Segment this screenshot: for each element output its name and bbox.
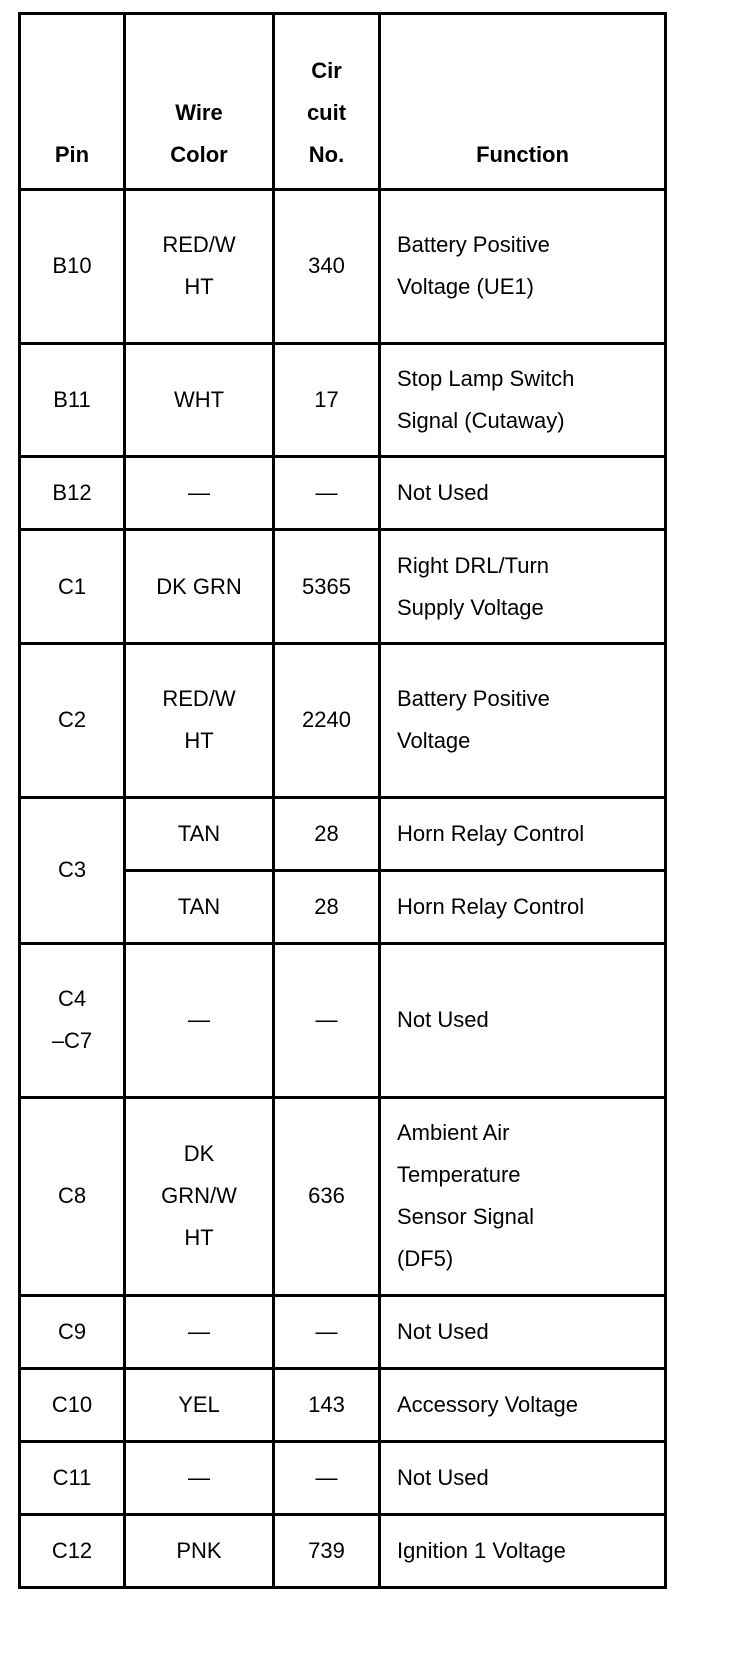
function-cell: Battery Positive Voltage (UE1): [380, 190, 666, 344]
circuit-cell: 5365: [274, 530, 380, 643]
circuit-cell: 17: [274, 343, 380, 456]
function-cell: Stop Lamp Switch Signal (Cutaway): [380, 343, 666, 456]
pin-cell: C12: [20, 1514, 125, 1587]
wire-color-cell: DK GRN/W HT: [125, 1097, 274, 1296]
function-cell: Not Used: [380, 1442, 666, 1515]
pin-cell: B12: [20, 457, 125, 530]
table-row: [20, 643, 666, 797]
header-row: [20, 14, 666, 190]
pin-cell: C8: [20, 1097, 125, 1296]
wire-color-cell: TAN: [125, 797, 274, 870]
circuit-cell: 636: [274, 1097, 380, 1296]
circuit-cell: 340: [274, 190, 380, 344]
function-cell: Right DRL/Turn Supply Voltage: [380, 530, 666, 643]
pin-cell: C11: [20, 1442, 125, 1515]
circuit-cell: —: [274, 1296, 380, 1369]
circuit-cell: —: [274, 457, 380, 530]
circuit-cell: 739: [274, 1514, 380, 1587]
table-row: [20, 190, 666, 344]
pin-cell: C4 –C7: [20, 943, 125, 1097]
table-row: [20, 1097, 666, 1296]
table-row: [20, 1514, 666, 1587]
wire-color-cell: —: [125, 943, 274, 1097]
function-cell: Ignition 1 Voltage: [380, 1514, 666, 1587]
wire-color-cell: YEL: [125, 1369, 274, 1442]
wire-color-cell: —: [125, 1442, 274, 1515]
circuit-cell: 28: [274, 870, 380, 943]
function-cell: Battery Positive Voltage: [380, 643, 666, 797]
wire-color-cell: PNK: [125, 1514, 274, 1587]
function-cell: Not Used: [380, 457, 666, 530]
circuit-cell: 28: [274, 797, 380, 870]
table-row: [20, 943, 666, 1097]
function-cell: Ambient Air Temperature Sensor Signal (DF5): [380, 1097, 666, 1296]
circuit-cell: —: [274, 943, 380, 1097]
table-row: [20, 1296, 666, 1369]
table-row: [20, 1442, 666, 1515]
table-row: [20, 457, 666, 530]
header-function: Function: [380, 14, 666, 190]
table-row: [20, 797, 666, 870]
function-cell: Horn Relay Control: [380, 870, 666, 943]
wire-color-cell: DK GRN: [125, 530, 274, 643]
wire-color-cell: TAN: [125, 870, 274, 943]
header-pin: Pin: [20, 14, 125, 190]
pin-cell: C9: [20, 1296, 125, 1369]
pin-cell: C1: [20, 530, 125, 643]
table-row: [20, 1369, 666, 1442]
table-row: [20, 343, 666, 456]
circuit-cell: 143: [274, 1369, 380, 1442]
circuit-cell: —: [274, 1442, 380, 1515]
function-cell: Horn Relay Control: [380, 797, 666, 870]
circuit-cell: 2240: [274, 643, 380, 797]
wire-color-cell: RED/W HT: [125, 190, 274, 344]
pin-cell: C2: [20, 643, 125, 797]
wire-color-cell: —: [125, 457, 274, 530]
pin-cell: C10: [20, 1369, 125, 1442]
header-circuit-no: Cir cuit No.: [274, 14, 380, 190]
pin-cell: C3: [20, 797, 125, 943]
function-cell: Not Used: [380, 943, 666, 1097]
connector-pinout-table: [18, 12, 667, 1589]
function-cell: Not Used: [380, 1296, 666, 1369]
function-cell: Accessory Voltage: [380, 1369, 666, 1442]
pin-cell: B11: [20, 343, 125, 456]
header-wire-color: Wire Color: [125, 14, 274, 190]
pin-cell: B10: [20, 190, 125, 344]
wire-color-cell: WHT: [125, 343, 274, 456]
table-row: [20, 530, 666, 643]
wire-color-cell: RED/W HT: [125, 643, 274, 797]
wire-color-cell: —: [125, 1296, 274, 1369]
